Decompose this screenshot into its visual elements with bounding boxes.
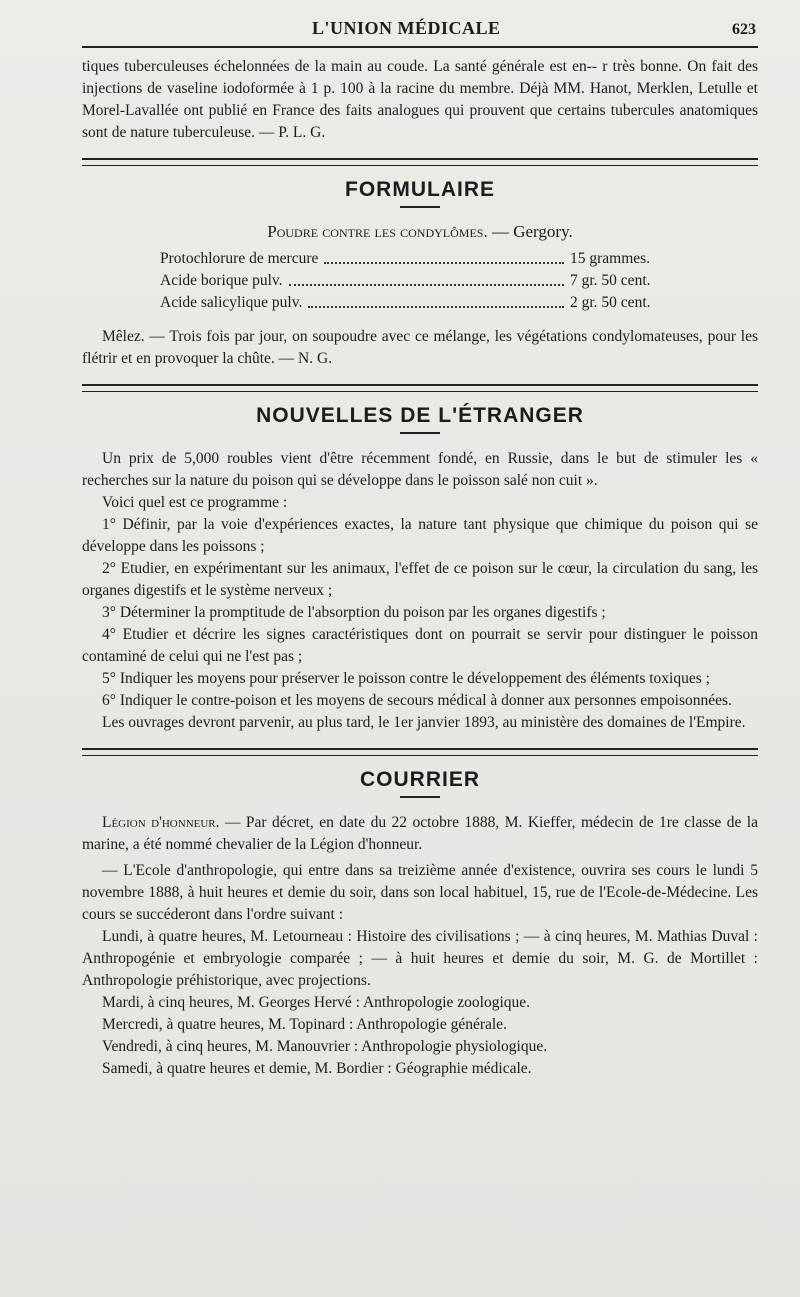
- leader-dots: [324, 248, 564, 264]
- ingredient-list: [160, 248, 698, 314]
- leader-dots: [289, 270, 564, 286]
- legion-paragraph: [82, 812, 758, 856]
- ingredient-row: [160, 270, 698, 292]
- program-list: [82, 514, 758, 712]
- program-item: 4° Etudier et décrire les signes caractéristiques dont on pourrait se servir pour distinguer le poisson contaminé de celui qui ne l'est pas ;: [82, 626, 758, 665]
- program-item: 2° Etudier, en expérimentant sur les animaux, l'effet de ce poison sur le cœur, la circulation du sang, les organes digestifs et le système nerveux ;: [82, 560, 758, 599]
- ingredient-name: Acide borique pulv.: [160, 272, 283, 289]
- deadline-paragraph: Les ouvrages devront parvenir, au plus tard, le 1er janvier 1893, au ministère des domaines de l'Empire.: [102, 714, 746, 731]
- nouvelles-section: [82, 404, 758, 734]
- ingredient-row: [160, 292, 698, 314]
- formulaire-title: FORMULAIRE: [345, 178, 495, 201]
- intro-paragraph: tiques tuberculeuses échelonnées de la main au coude. La santé générale est en-- r très bonne. On fait des injections de vaseline iodoformée à 1 p. 100 à la racine du membre. Déjà MM. Hanot, Merklen, Letulle et Morel-Lavallée ont publié en France des faits analogues qui prouvent que certains tubercules anatomiques sont de nature tuberculeuse. — P. L. G.: [82, 58, 758, 141]
- schedule-item: Vendredi, à cinq heures, M. Manouvrier : Anthropologie physiologique.: [102, 1038, 548, 1055]
- title-underline: [400, 206, 440, 208]
- section-divider: [82, 748, 758, 756]
- program-item: 1° Définir, par la voie d'expériences exactes, la nature tant physique que chimique du poison qui se développe dans les poissons ;: [82, 516, 758, 555]
- formulaire-section: [82, 178, 758, 370]
- formula-name: Poudre contre les condylômes.: [267, 222, 488, 241]
- nouvelles-title: NOUVELLES DE L'ÉTRANGER: [256, 404, 584, 427]
- courrier-section: [82, 768, 758, 1080]
- leader-dots: [308, 292, 564, 308]
- legion-lead: Légion d'honneur.: [102, 814, 220, 831]
- running-header: [82, 18, 758, 44]
- ingredient-name: Protochlorure de mercure: [160, 250, 319, 267]
- prize-paragraph: Un prix de 5,000 roubles vient d'être récemment fondé, en Russie, dans le but de stimuler les « recherches sur la nature du poison qui se développe dans le poisson salé non cuit ».: [82, 450, 758, 489]
- ingredient-quantity: 2 gr. 50 cent.: [570, 294, 651, 311]
- section-divider: [82, 384, 758, 392]
- ingredient-name: Acide salicylique pulv.: [160, 294, 303, 311]
- program-item: 3° Déterminer la promptitude de l'absorption du poison par les organes digestifs ;: [102, 604, 606, 621]
- schedule-item: Mardi, à cinq heures, M. Georges Hervé : Anthropologie zoologique.: [102, 994, 531, 1011]
- ingredient-quantity: 7 gr. 50 cent.: [570, 272, 651, 289]
- schedule-item: Mercredi, à quatre heures, M. Topinard : Anthropologie générale.: [102, 1016, 507, 1033]
- schedule-item: Lundi, à quatre heures, M. Letourneau : Histoire des civilisations ; — à cinq heures, M. Mathias Duval : Anthropogénie et embryologie comparée ; — à huit heures et demie du soir, M. G. de Mortillet : Anthropologie préhistorique, avec projections.: [82, 928, 758, 989]
- ingredient-row: [160, 248, 698, 270]
- legion-text: — Par décret, en date du 22 octobre 1888, M. Kieffer, médecin de 1re classe de la marine, a été nommé chevalier de la Légion d'honneur.: [82, 814, 758, 853]
- title-underline: [400, 796, 440, 798]
- page-number: 623: [732, 21, 756, 38]
- courrier-title: COURRIER: [359, 768, 480, 791]
- ingredient-quantity: 15 grammes.: [570, 250, 651, 267]
- formula-title: [82, 222, 758, 242]
- header-rule: [82, 46, 758, 48]
- schedule-item: Samedi, à quatre heures et demie, M. Bordier : Géographie médicale.: [102, 1060, 532, 1077]
- program-item: 6° Indiquer le contre-poison et les moyens de secours médical à donner aux personnes empoisonnées.: [102, 692, 732, 709]
- ecole-paragraph: — L'Ecole d'anthropologie, qui entre dans sa treizième année d'existence, ouvrira ses cours le lundi 5 novembre 1888, à huit heures et demie du soir, dans son local habituel, 15, rue de l'Ecole-de-Médecine. Les cours se succéderont dans l'ordre suivant :: [82, 862, 758, 923]
- program-item: 5° Indiquer les moyens pour préserver le poisson contre le développement des éléments toxiques ;: [102, 670, 710, 687]
- title-underline: [400, 432, 440, 434]
- program-intro: Voici quel est ce programme :: [102, 494, 288, 511]
- formula-instructions: Mêlez. — Trois fois par jour, on soupoudre avec ce mélange, les végétations condylomateuses, pour les flétrir et en provoquer la chûte. — N. G.: [82, 328, 758, 367]
- section-divider: [82, 158, 758, 166]
- journal-title: L'UNION MÉDICALE: [312, 18, 501, 38]
- formula-author: — Gergory.: [487, 222, 573, 241]
- course-schedule: [82, 926, 758, 1080]
